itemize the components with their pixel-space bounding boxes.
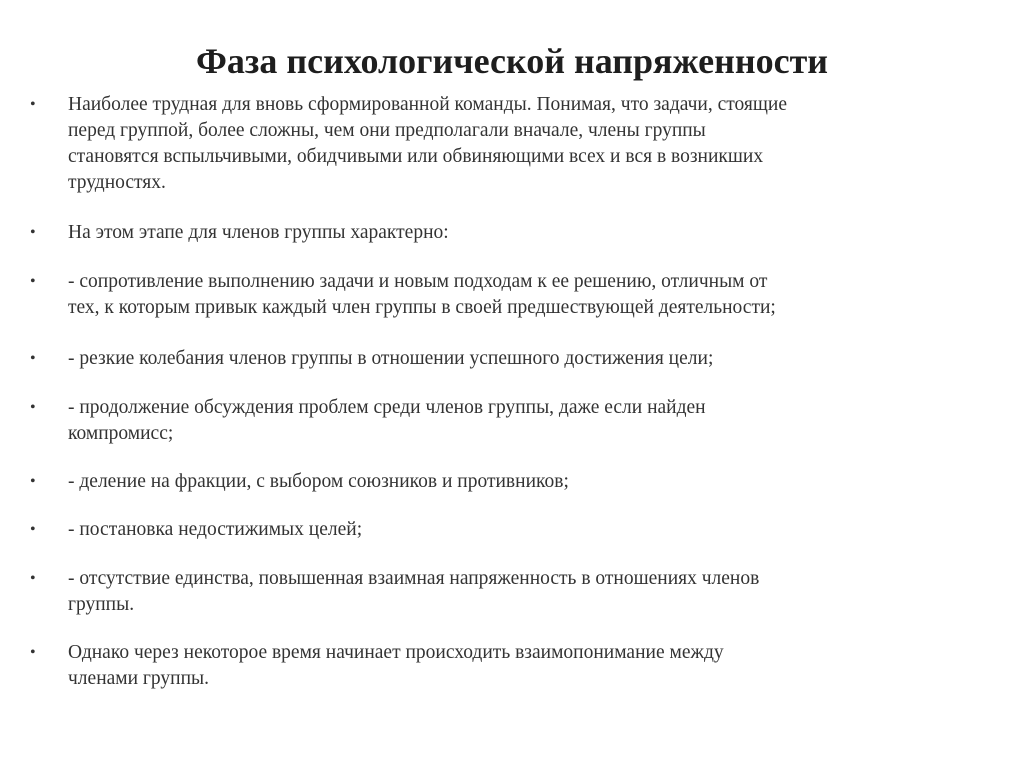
bullet-icon: • xyxy=(30,399,36,416)
text-line: трудностях. xyxy=(68,172,166,193)
list-item-text xyxy=(68,346,980,372)
list-item xyxy=(30,566,980,618)
bullet-icon: • xyxy=(30,473,36,490)
text-line: На этом этапе для членов группы характерно: xyxy=(68,222,449,243)
list-item-text xyxy=(68,517,980,543)
text-line: Наиболее трудная для вновь сформированной команды. Понимая, что задачи, стоящие xyxy=(68,94,787,115)
text-line: - постановка недостижимых целей; xyxy=(68,519,363,540)
list-item xyxy=(30,395,980,447)
text-line: компромисс; xyxy=(68,423,174,444)
list-item xyxy=(30,517,980,543)
list-item-text xyxy=(68,269,980,321)
text-line: группы. xyxy=(68,594,135,615)
list-item xyxy=(30,92,980,196)
text-line: - отсутствие единства, повышенная взаимная напряженность в отношениях членов xyxy=(68,568,760,589)
bullet-icon: • xyxy=(30,570,36,587)
bullet-icon: • xyxy=(30,224,36,241)
list-item-text xyxy=(68,395,980,447)
text-line: тех, к которым привык каждый член группы в своей предшествующей деятельности; xyxy=(68,297,776,318)
bullet-icon: • xyxy=(30,96,36,113)
bullet-icon: • xyxy=(30,350,36,367)
bullet-icon: • xyxy=(30,273,36,290)
text-line: Однако через некоторое время начинает происходить взаимопонимание между xyxy=(68,642,724,663)
text-line: - продолжение обсуждения проблем среди членов группы, даже если найден xyxy=(68,397,706,418)
bullet-icon: • xyxy=(30,521,36,538)
text-line: становятся вспыльчивыми, обидчивыми или обвиняющими всех и вся в возникших xyxy=(68,146,764,167)
text-line: членами группы. xyxy=(68,668,210,689)
list-item xyxy=(30,346,980,372)
list-item xyxy=(30,640,980,692)
list-item xyxy=(30,469,980,495)
list-item-text xyxy=(68,566,980,618)
list-item-text xyxy=(68,640,980,692)
list-item-text xyxy=(68,469,980,495)
text-line: перед группой, более сложны, чем они предполагали вначале, члены группы xyxy=(68,120,706,141)
text-line: - резкие колебания членов группы в отношении успешного достижения цели; xyxy=(68,348,714,369)
list-item-text xyxy=(68,92,980,196)
text-line: - сопротивление выполнению задачи и новым подходам к ее решению, отличным от xyxy=(68,271,768,292)
slide-title: Фаза психологической напряженности xyxy=(195,41,828,81)
text-line: - деление на фракции, с выбором союзников и противников; xyxy=(68,471,569,492)
list-item-text xyxy=(68,220,980,246)
list-item xyxy=(30,220,980,246)
list-item xyxy=(30,269,980,321)
bullet-icon: • xyxy=(30,644,36,661)
